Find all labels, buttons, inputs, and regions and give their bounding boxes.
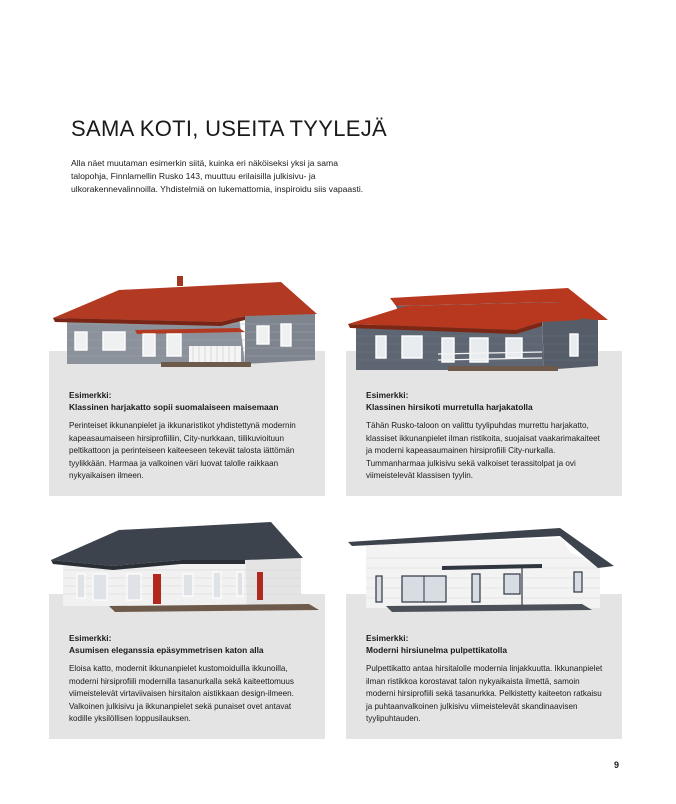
house-illustration-3 xyxy=(49,516,325,616)
intro-paragraph: Alla näet muutaman esimerkin siitä, kuinka eri näköiseksi yksi ja sama talopohja, Finnlamellin Rusko 143, muuttuu erilaisilla julkisivu- ja ulkorakennevalinnoilla. Yhdistelmiä on lukemattomia, inspiroidu siis vapaasti. xyxy=(71,158,364,195)
example-body: Perinteiset ikkunanpielet ja ikkunaristikot yhdistettynä modernin kapeasaumaiseen hirsiprofiiliin, City-nurkkaan, tiilikuvioituun peltikattoon ja perinteiseen kaiteeseen tekevät talosta iättömän tyylikkään. Harmaa ja valkoinen väri luovat talolle raikkaan nykyaikaisen ilmeen. xyxy=(69,421,296,481)
example-card-1 xyxy=(49,272,325,496)
page-title: SAMA KOTI, USEITA TYYLEJÄ xyxy=(71,116,388,141)
example-subtitle: Klassinen hirsikoti murretulla harjakatolla xyxy=(366,402,533,412)
example-subtitle: Moderni hirsiunelma pulpettikatolla xyxy=(366,645,507,655)
house-wall xyxy=(366,538,600,608)
example-card-4 xyxy=(346,518,622,739)
example-label: Esimerkki: xyxy=(366,390,409,400)
page-number: 9 xyxy=(614,760,620,770)
example-label: Esimerkki: xyxy=(69,390,112,400)
example-subtitle: Asumisen eleganssia epäsymmetrisen katon alla xyxy=(69,645,264,655)
house-illustration-2 xyxy=(346,280,622,380)
example-body: Pulpettikatto antaa hirsitalolle modernia linjakkuutta. Ikkunanpielet ilman ristikkoa korostavat talon nykyaikaista ilmettä, samoin moderni hirsiprofiili sekä tasanurkka. Pelkistetty kaiteeton ratkaisu ja puhtaanvalkoinen julkisivu viimeistelevät skandinaavisen tyylipuhtauden. xyxy=(366,664,603,724)
example-body: Tähän Rusko-taloon on valittu tyylipuhdas murrettu harjakatto, klassiset ikkunanpielet ilman ristikoita, suojaisat vaakarimakaiteet ja moderni kapeasaumainen hirsiprofiili City-nurkalla. Tummanharmaa julkisivu sekä valkoiset terassitolpat ja ovi viimeistelevät klassisen tyylin. xyxy=(366,421,600,481)
example-card-3 xyxy=(49,516,325,739)
example-label: Esimerkki: xyxy=(366,633,409,643)
house-illustration-1 xyxy=(49,272,325,372)
example-label: Esimerkki: xyxy=(69,633,112,643)
example-card-2 xyxy=(346,280,622,496)
house-illustration-4 xyxy=(346,518,622,618)
example-subtitle: Klassinen harjakatto sopii suomalaiseen maisemaan xyxy=(69,402,279,412)
example-body: Eloisa katto, modernit ikkunanpielet kustomoiduilla ikkunoilla, moderni hirsiprofiili modernilla tasanurkalla sekä kaiteettomuus viimeistelevät virtaviivaisen hirsitalon aistikkaan design-ilmeen. Valkoinen julkisivu ja ikkunanpielet sekä punaiset ovet antavat kodille yksilöllisen loppusilauksen. xyxy=(69,664,294,724)
